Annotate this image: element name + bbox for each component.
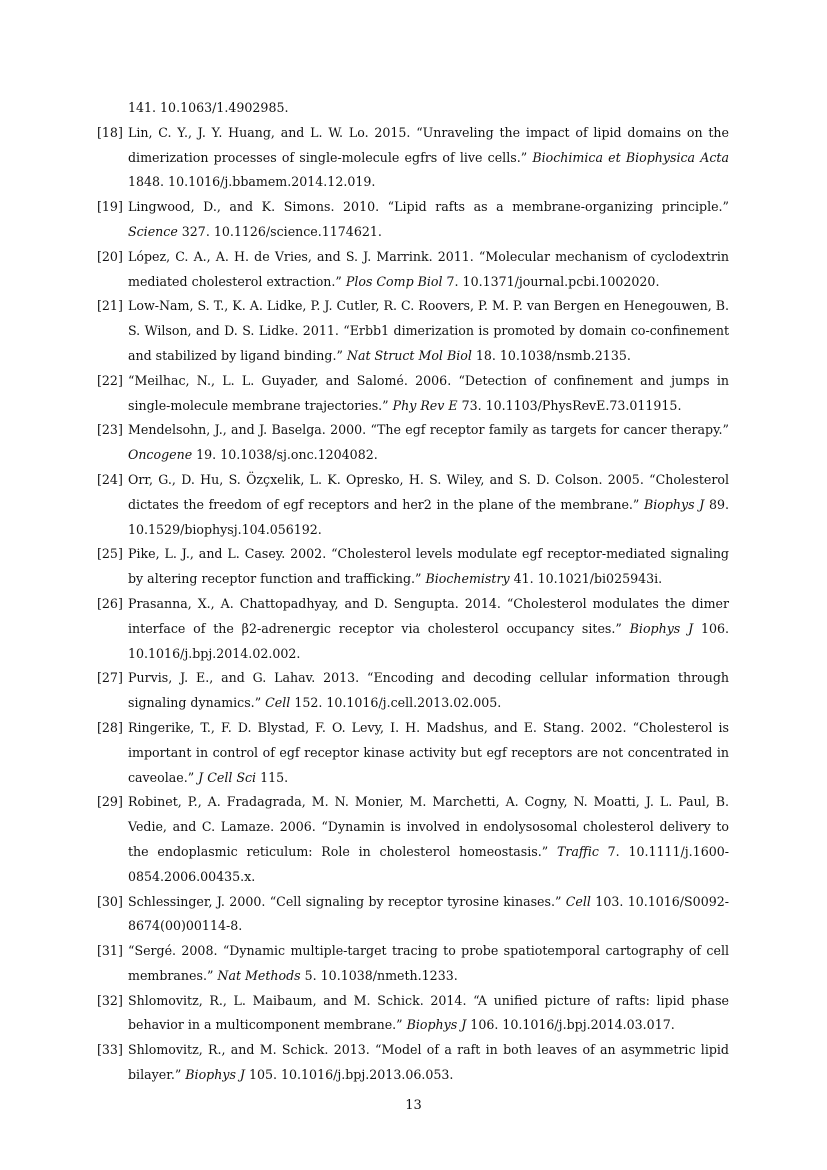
- reference-number: [22]: [97, 372, 123, 388]
- reference-item-26: [97, 592, 729, 666]
- reference-text: 141. 10.1063/1.4902985.: [128, 100, 289, 115]
- reference-text: Prasanna, X., A. Chattopadhyay, and D. Sengupta. 2014. “Cholesterol modulates the dimer interface of the β2-adrenergic receptor via cholesterol occupancy sites.” Biophys J 106. 10.1016/j.bpj.2014.02.002.: [128, 595, 729, 661]
- reference-item-24: [97, 468, 729, 542]
- journal-name: Nat Struct Mol Biol: [346, 347, 472, 363]
- reference-number: [25]: [97, 546, 123, 562]
- reference-text: Orr, G., D. Hu, S. Özçxelik, L. K. Opresko, H. S. Wiley, and S. D. Colson. 2005. “Cholesterol dictates the freedom of egf receptors and her2 in the plane of the membrane.” Biophys J 89. 10.1529/biophysj.104.056192.: [128, 471, 729, 537]
- reference-number: [30]: [97, 893, 123, 909]
- reference-number: [27]: [97, 670, 123, 686]
- reference-item-25: [97, 542, 729, 592]
- reference-number: [28]: [97, 719, 123, 735]
- reference-text: Schlessinger, J. 2000. “Cell signaling by receptor tyrosine kinases.” Cell 103. 10.1016/S0092-8674(00)00114-8.: [128, 893, 729, 934]
- journal-name: Biophys J: [629, 620, 694, 636]
- reference-text: “Sergé. 2008. “Dynamic multiple-target tracing to probe spatiotemporal cartography of cell membranes.” Nat Methods 5. 10.1038/nmeth.1233.: [128, 943, 729, 983]
- reference-number: [23]: [97, 422, 123, 438]
- reference-number: [21]: [97, 298, 123, 314]
- reference-text: Mendelsohn, J., and J. Baselga. 2000. “The egf receptor family as targets for cancer therapy.” Oncogene 19. 10.1038/sj.onc.1204082.: [128, 422, 729, 463]
- journal-name: Biochimica et Biophysica Acta: [532, 149, 729, 165]
- reference-item-21: [97, 294, 729, 368]
- reference-item-33: [97, 1038, 729, 1088]
- reference-text: Robinet, P., A. Fradagrada, M. N. Monier, M. Marchetti, A. Cogny, N. Moatti, J. L. Paul, B. Vedie, and C. Lamaze. 2006. “Dynamin is involved in endolysosomal cholesterol delivery to the endoplasmic reticulum: Role in cholesterol homeostasis.” Traffic 7. 10.1111/j.1600-0854.2006.00435.x.: [128, 794, 729, 884]
- journal-name: Plos Comp Biol: [345, 273, 443, 289]
- journal-name: Phy Rev E: [392, 397, 458, 413]
- reference-item-27: [97, 666, 729, 716]
- journal-name: Biophys J: [644, 496, 705, 512]
- journal-name: Cell: [265, 695, 291, 711]
- reference-item-19: [97, 195, 729, 245]
- reference-number: [29]: [97, 794, 123, 810]
- reference-text: Lingwood, D., and K. Simons. 2010. “Lipid rafts as a membrane-organizing principle.” Science 327. 10.1126/science.1174621.: [128, 199, 729, 239]
- reference-text: Low-Nam, S. T., K. A. Lidke, P. J. Cutler, R. C. Roovers, P. M. P. van Bergen en Henegouwen, B. S. Wilson, and D. S. Lidke. 2011. “Erbb1 dimerization is promoted by domain co-confinement and stabilized by ligand binding.” Nat Struct Mol Biol 18. 10.1038/nsmb.2135.: [128, 298, 729, 363]
- reference-number: [31]: [97, 943, 123, 959]
- reference-item-28: [97, 716, 729, 790]
- journal-name: Biochemistry: [425, 571, 510, 587]
- reference-number: [18]: [97, 124, 123, 140]
- journal-name: Biophys J: [185, 1067, 245, 1083]
- reference-item-30: [97, 890, 729, 940]
- reference-number: [32]: [97, 992, 123, 1008]
- journal-name: Biophys J: [406, 1017, 467, 1033]
- reference-item-17-continuation: [97, 96, 729, 121]
- reference-number: [20]: [97, 248, 123, 264]
- reference-number: [19]: [97, 199, 123, 215]
- reference-item-32: [97, 989, 729, 1039]
- reference-item-22: [97, 369, 729, 419]
- reference-item-18: [97, 121, 729, 195]
- reference-text: Shlomovitz, R., and M. Schick. 2013. “Model of a raft in both leaves of an asymmetric lipid bilayer.” Biophys J 105. 10.1016/j.bpj.2013.06.053.: [128, 1042, 729, 1083]
- reference-number: [24]: [97, 471, 123, 487]
- reference-text: “Meilhac, N., L. L. Guyader, and Salomé. 2006. “Detection of confinement and jumps in single-molecule membrane trajectories.” Phy Rev E 73. 10.1103/PhysRevE.73.011915.: [128, 372, 729, 413]
- reference-text: Ringerike, T., F. D. Blystad, F. O. Levy, I. H. Madshus, and E. Stang. 2002. “Cholesterol is important in control of egf receptor kinase activity but egf receptors are not concentrated in caveolae.” J Cell Sci 115.: [128, 719, 729, 785]
- reference-text: Pike, L. J., and L. Casey. 2002. “Cholesterol levels modulate egf receptor-mediated signaling by altering receptor function and trafficking.” Biochemistry 41. 10.1021/bi025943i.: [128, 546, 729, 587]
- journal-name: Oncogene: [128, 447, 193, 463]
- reference-number: [33]: [97, 1042, 123, 1058]
- reference-item-29: [97, 790, 729, 889]
- reference-item-31: [97, 939, 729, 989]
- reference-number: [26]: [97, 595, 123, 611]
- reference-text: Shlomovitz, R., L. Maibaum, and M. Schick. 2014. “A unified picture of rafts: lipid phase behavior in a multicomponent membrane.” Biophys J 106. 10.1016/j.bpj.2014.03.017.: [128, 992, 729, 1033]
- reference-list: [97, 96, 729, 1088]
- reference-item-23: [97, 418, 729, 468]
- reference-item-20: [97, 245, 729, 295]
- reference-text: Lin, C. Y., J. Y. Huang, and L. W. Lo. 2015. “Unraveling the impact of lipid domains on the dimerization processes of single-molecule egfrs of live cells.” Biochimica et Biophysica Acta 1848. 10.1016/j.bbamem.2014.12.019.: [128, 124, 729, 190]
- page-number: 13: [405, 1098, 422, 1113]
- journal-name: Cell: [565, 893, 591, 909]
- journal-name: Nat Methods: [217, 967, 301, 983]
- reference-text: Purvis, J. E., and G. Lahav. 2013. “Encoding and decoding cellular information through signaling dynamics.” Cell 152. 10.1016/j.cell.2013.02.005.: [128, 670, 729, 711]
- journal-name: Science: [128, 223, 178, 239]
- journal-name: J Cell Sci: [198, 769, 257, 785]
- reference-text: López, C. A., A. H. de Vries, and S. J. Marrink. 2011. “Molecular mechanism of cyclodextrin mediated cholesterol extraction.” Plos Comp Biol 7. 10.1371/journal.pcbi.1002020.: [128, 248, 729, 289]
- journal-name: Traffic: [556, 843, 599, 859]
